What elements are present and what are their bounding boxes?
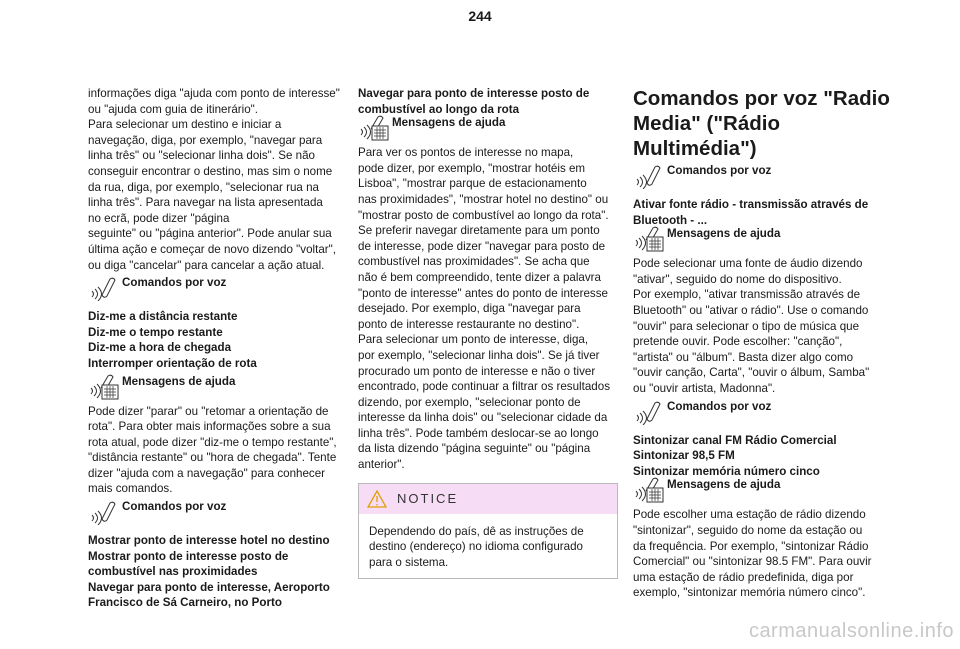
help-messages-label: Mensagens de ajuda <box>667 478 781 492</box>
notice-box <box>358 483 618 580</box>
command-list: Navegar para ponto de interesse posto de combustível ao longo da rota <box>358 87 590 116</box>
help-message-icon <box>633 477 667 503</box>
voice-commands-label: Comandos por voz <box>667 164 772 177</box>
help-message-icon <box>633 226 667 252</box>
paragraph: Pode dizer "parar" ou "retomar a orientação de rota". Para obter mais informações sobre a sua rota atual, pode dizer "diz-me o tempo restante", "distância restante" ou "hora de chegada". Tente dizer "ajuda com a navegação" para conhecer mais comandos. <box>88 404 337 496</box>
voice-commands-label: Comandos por voz <box>667 399 772 413</box>
help-message-header <box>633 226 891 252</box>
notice-header <box>359 484 617 514</box>
warning-icon <box>367 490 387 508</box>
help-message-header <box>88 374 354 400</box>
column-1 <box>88 86 354 611</box>
voice-commands-label: Comandos por voz <box>122 500 227 514</box>
voice-icon <box>633 399 667 425</box>
voice-command-header <box>88 275 354 301</box>
voice-command-header <box>633 399 891 425</box>
paragraph: informações diga "ajuda com ponto de interesse" ou "ajuda com guia de itinerário". Para selecionar um destino e iniciar a navegação, diga, por exemplo, "navegar para linha três" ou "selecionar linha dois". Se não conseguir encontrar o destino, mas sim o nome da rua, diga, por exemplo, "selecionar rua na linha três". Para navegar na lista apresentada no ecrã, pode dizer "página seguinte" ou "página anterior". Pode anular sua última ação e começar de novo dizendo "voltar", ou diga "cancelar" para cancelar a ação atual. <box>88 87 340 272</box>
help-messages-label: Mensagens de ajuda <box>667 227 781 241</box>
help-message-header <box>358 115 624 141</box>
command-list: Sintonizar canal FM Rádio Comercial Sintonizar 98,5 FM Sintonizar memória número cinco <box>633 433 837 478</box>
command-list: Ativar fonte rádio - transmissão através de Bluetooth - ... <box>633 198 869 227</box>
column-3 <box>633 86 891 601</box>
voice-command-header <box>633 163 891 189</box>
help-message-header <box>633 477 891 503</box>
voice-icon <box>633 163 667 189</box>
paragraph: Pode selecionar uma fonte de áudio dizendo "ativar", seguido do nome do dispositivo. Por exemplo, "ativar transmissão através de Bluetooth" ou "ativar o rádio". Use o comando "ouvir" para selecionar o tipo de música que pretende ouvir. Pode escolher: "canção", "artista" ou "álbum". Basta dizer algo como "ouvir canção, Carta", "ouvir o álbum, Samba" ou "ouvir artista, Madonna". <box>633 257 870 395</box>
notice-title: NOTICE <box>397 490 459 506</box>
notice-text: Dependendo do país, dê as instruções de destino (endereço) no idioma configurado para o sistema. <box>369 524 584 569</box>
page-number: 244 <box>468 8 492 24</box>
voice-icon <box>88 499 122 525</box>
column-2 <box>358 86 624 579</box>
voice-command-header <box>88 499 354 525</box>
voice-commands-label: Comandos por voz <box>122 276 227 290</box>
command-list: Mostrar ponto de interesse hotel no destino Mostrar ponto de interesse posto de combustível nas proximidades Navegar para ponto de interesse, Aeroporto Francisco de Sá Carneiro, no Porto <box>88 534 330 610</box>
help-message-icon <box>88 374 122 400</box>
command-list: Diz-me a distância restante Diz-me o tempo restante Diz-me a hora de chegada Interromper orientação de rota <box>88 310 257 370</box>
voice-icon <box>88 275 122 301</box>
watermark: carmanualsonline.info <box>748 620 954 642</box>
help-messages-label: Mensagens de ajuda <box>122 374 236 388</box>
paragraph: Pode escolher uma estação de rádio dizendo "sintonizar", seguido do nome da estação ou da frequência. Por exemplo, "sintonizar Rádio Comercial" ou "sintonizar 98.5 FM". Para ouvir uma estação de rádio predefinida, diga por exemplo, "sintonizar memória número cinco". <box>633 508 872 600</box>
paragraph: Para ver os pontos de interesse no mapa, pode dizer, por exemplo, "mostrar hotéis em Lisboa", "mostrar parque de estacionamento nas proximidades", "mostrar hotel no destino" ou "mostrar posto de combustível ao longo da rota". Se preferir navegar diretamente para um ponto de interesse, pode dizer "navegar para posto de combustível nas proximidades". Se acha que não é bem compreendido, tente dizer a palavra "ponto de interesse" antes do ponto de interesse desejado. Por exemplo, diga "navegar para ponto de interesse restaurante no destino". Para selecionar um ponto de interesse, diga, por exemplo, "selecionar linha dois". Se já tiver procurado um ponto de interesse e não o tiver encontrado, pode continuar a filtrar os resultados dizendo, por exemplo, "selecionar ponto de interesse da linha dois" ou "selecionar cidade da linha três". Pode também deslocar-se ao longo da lista dizendo "página seguinte" ou "página anterior". <box>358 146 610 472</box>
section-heading: Comandos por voz "Radio Media" ("Rádio Multimédia") <box>633 87 890 160</box>
help-message-icon <box>358 115 392 141</box>
help-messages-label: Mensagens de ajuda <box>392 116 506 130</box>
